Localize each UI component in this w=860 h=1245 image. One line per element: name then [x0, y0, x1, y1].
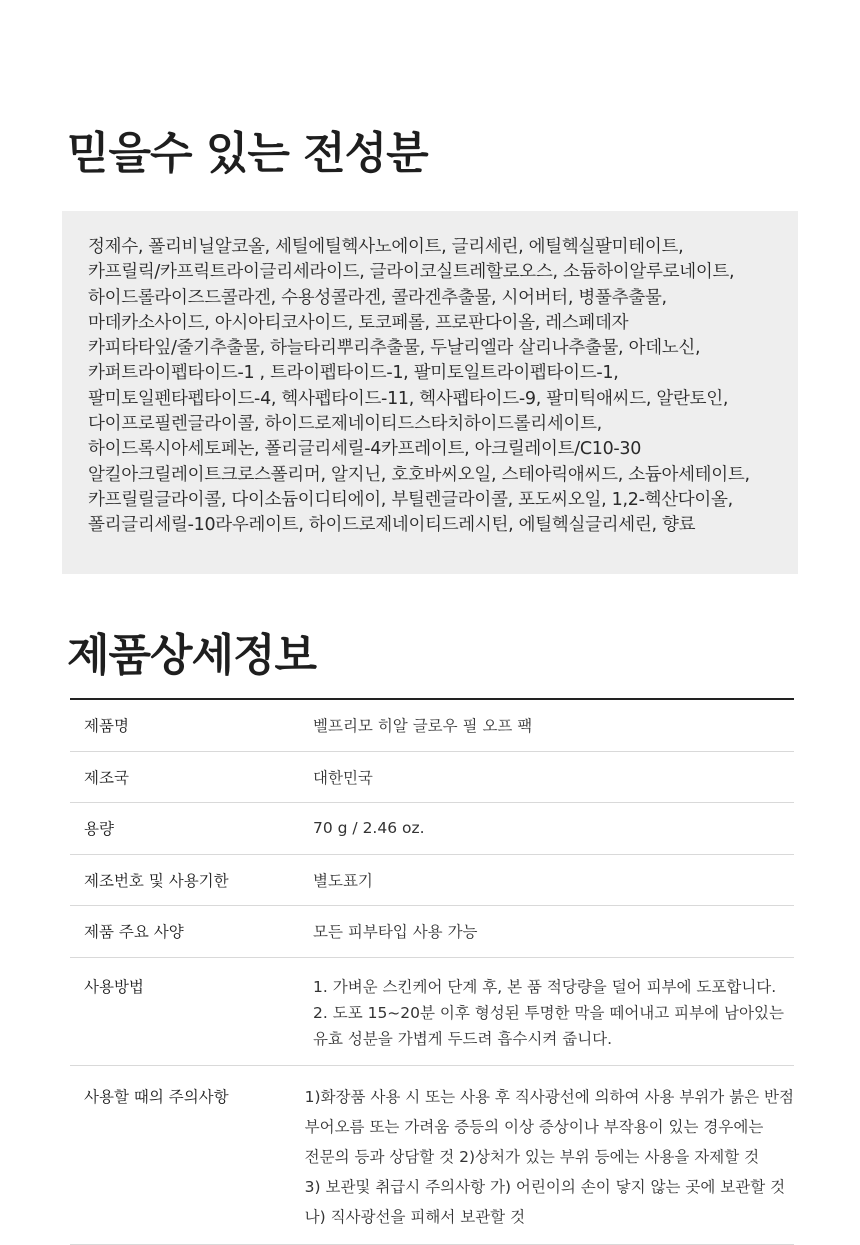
spec-label: 용량: [84, 820, 114, 839]
spec-label: 사용방법: [84, 977, 144, 996]
spec-value-line: 3) 보관및 취급시 주의사항 가) 어린이의 손이 닿지 않는 곳에 보관할 것: [304, 1177, 786, 1196]
spec-row-usage: [70, 958, 794, 1066]
ingredients-title: 믿을수 있는 전성분: [67, 128, 428, 179]
product-spec-table: [70, 698, 794, 1245]
spec-value-line: 1. 가벼운 스킨케어 단계 후, 본 품 적당량을 덜어 피부에 도포합니다.: [313, 977, 777, 996]
spec-value-line: 유효 성분을 가볍게 두드려 흡수시켜 줍니다.: [313, 1029, 613, 1048]
spec-row-main-spec: [70, 906, 794, 958]
spec-label: 제품 주요 사양: [84, 923, 184, 942]
spec-label: 제품명: [84, 717, 129, 736]
spec-label: 제조국: [84, 768, 129, 787]
spec-label: 제조번호 및 사용기한: [84, 871, 229, 890]
spec-value: [305, 1082, 794, 1232]
spec-row-country: [70, 752, 794, 804]
spec-value-line: 2. 도포 15~20분 이후 형성된 투명한 막을 떼어내고 피부에 남아있는: [313, 1003, 784, 1022]
spec-value: 별도표기: [313, 871, 373, 890]
ingredient-line: 정제수, 폴리비닐알코올, 세틸에틸헥사노에이트, 글리세린, 에틸헥실팔미테이트,: [88, 237, 684, 257]
spec-value: 벨프리모 히알 글로우 필 오프 팩: [313, 717, 533, 736]
spec-row-batch-expiry: [70, 855, 794, 907]
ingredient-line: 하이드록시아세토페논, 폴리글리세릴-4카프레이트, 아크릴레이트/C10-30: [88, 439, 642, 460]
ingredient-line: 알킬아크릴레이트크로스폴리머, 알지닌, 호호바씨오일, 스테아릭애씨드, 소듐아세테이트,: [88, 464, 750, 485]
spec-row-cautions: [70, 1066, 794, 1245]
ingredient-line: 폴리글리세릴-10라우레이트, 하이드로제네이티드레시틴, 에틸헥실글리세린, 향료: [88, 515, 696, 536]
spec-value-line: 나) 직사광선을 피해서 보관할 것: [304, 1207, 526, 1226]
ingredient-line: 카퍼트라이펩타이드-1 , 트라이펩타이드-1, 팔미토일트라이펩타이드-1,: [88, 363, 619, 384]
ingredient-line: 팔미토일펜타펩타이드-4, 헥사펩타이드-11, 헥사펩타이드-9, 팔미틱애씨드, 알란토인,: [88, 388, 729, 409]
spec-value-line: 1)화장품 사용 시 또는 사용 후 직사광선에 의하여 사용 부위가 붉은 반점: [304, 1087, 794, 1106]
ingredient-line: 카프릴릴글라이콜, 다이소듐이디티에이, 부틸렌글라이콜, 포도씨오일, 1,2-헥산다이올,: [88, 489, 733, 510]
spec-value: [313, 974, 794, 1052]
ingredient-line: 다이프로필렌글라이콜, 하이드로제네이티드스타치하이드롤리세이트,: [88, 414, 602, 435]
ingredients-box: [62, 211, 798, 574]
ingredient-line: 카프릴릭/카프릭트라이글리세라이드, 글라이코실트레할로오스, 소듐하이알루로네이트,: [88, 262, 735, 283]
spec-value-line: 전문의 등과 상담할 것 2)상처가 있는 부위 등에는 사용을 자제할 것: [304, 1147, 760, 1166]
spec-value: 모든 피부타입 사용 가능: [313, 923, 478, 942]
ingredient-line: 카피타타잎/줄기추출물, 하늘타리뿌리추출물, 두날리엘라 살리나추출물, 아데노신,: [88, 338, 701, 359]
product-spec-title: 제품상세정보: [67, 630, 317, 681]
ingredient-line: 하이드롤라이즈드콜라겐, 수용성콜라겐, 콜라겐추출물, 시어버터, 병풀추출물,: [88, 287, 667, 308]
spec-value: 70 g / 2.46 oz.: [313, 819, 425, 838]
spec-value: 대한민국: [313, 768, 373, 787]
spec-row-product-name: [70, 700, 794, 752]
spec-row-volume: [70, 803, 794, 855]
spec-value-line: 부어오름 또는 가려움 증등의 이상 증상이나 부작용이 있는 경우에는: [304, 1117, 764, 1136]
spec-label: 사용할 때의 주의사항: [84, 1087, 229, 1106]
ingredient-line: 마데카소사이드, 아시아티코사이드, 토코페롤, 프로판다이올, 레스페데자: [88, 312, 629, 333]
